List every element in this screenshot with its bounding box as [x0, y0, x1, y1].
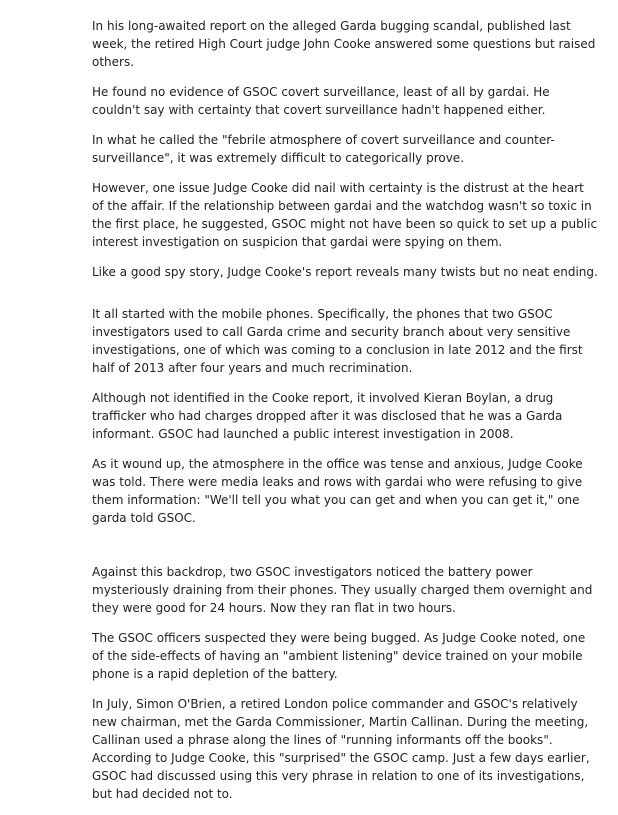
paragraph-3: In what he called the "febrile atmosphere of covert surveillance and counter-surveillance", it was extremely difficult to categorically prove.: [92, 133, 555, 165]
paragraph-6: It all started with the mobile phones. Specifically, the phones that two GSOC investigators used to call Garda crime and security branch about very sensitive investigations, one of which was coming to a conclusion in late 2012 and the first half of 2013 after four years and much recrimination.: [92, 307, 583, 375]
paragraph-7: Although not identified in the Cooke report, it involved Kieran Boylan, a drug trafficker who had charges dropped after it was disclosed that he was a Garda informant. GSOC had launched a public interest investigation in 2008.: [92, 391, 563, 441]
paragraph-9: Against this backdrop, two GSOC investigators noticed the battery power mysteriously draining from their phones. They usually charged them overnight and they were good for 24 hours. Now they ran flat in two hours.: [92, 565, 593, 615]
article-body: [92, 17, 598, 815]
paragraph-11: In July, Simon O'Brien, a retired London police commander and GSOC's relatively new chairman, met the Garda Commissioner, Martin Callinan. During the meeting, Callinan used a phrase along the lines of "running informants off the books". According to Judge Cooke, this "surprised" the GSOC camp. Just a few days earlier, GSOC had discussed using this very phrase in relation to one of its investigations, but had decided not to.: [92, 697, 590, 801]
paragraph-4: However, one issue Judge Cooke did nail with certainty is the distrust at the heart of the affair. If the relationship between gardai and the watchdog wasn't so toxic in the first place, he suggested, GSOC might not have been so quick to set up a public interest investigation on suspicion that gardai were spying on them.: [92, 181, 598, 249]
paragraph-2: He found no evidence of GSOC covert surveillance, least of all by gardai. He couldn't say with certainty that covert surveillance hadn't happened either.: [92, 85, 550, 117]
paragraph-5: Like a good spy story, Judge Cooke's report reveals many twists but no neat ending.: [92, 265, 598, 279]
paragraph-1: In his long-awaited report on the alleged Garda bugging scandal, published last week, the retired High Court judge John Cooke answered some questions but raised others.: [92, 19, 596, 69]
paragraph-8: As it wound up, the atmosphere in the office was tense and anxious, Judge Cooke was told. There were media leaks and rows with gardai who were refusing to give them information: "We'll tell you what you can get and when you can get it," one garda told GSOC.: [92, 457, 583, 525]
paragraph-10: The GSOC officers suspected they were being bugged. As Judge Cooke noted, one of the side-effects of having an "ambient listening" device trained on your mobile phone is a rapid depletion of the battery.: [92, 631, 586, 681]
